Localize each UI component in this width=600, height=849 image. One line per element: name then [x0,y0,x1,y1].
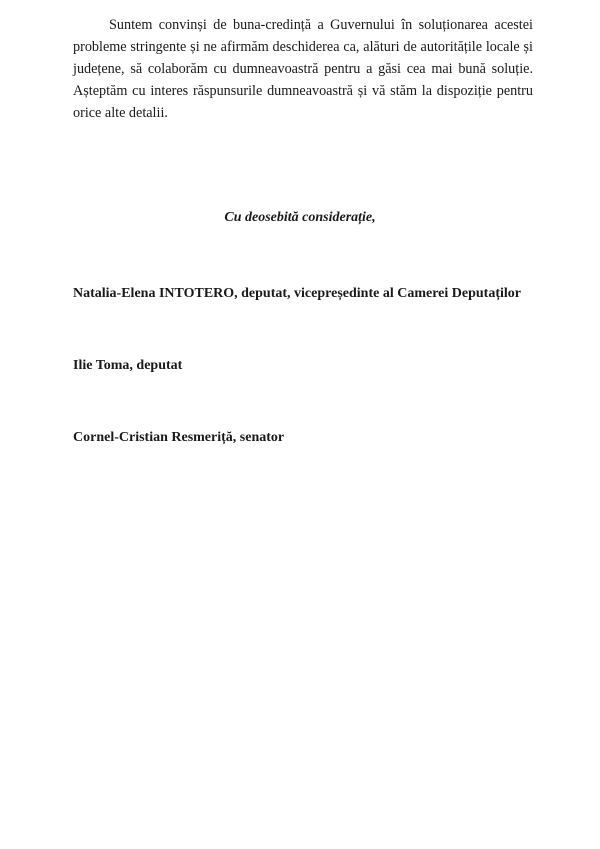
signer-name: Natalia-Elena INTOTERO, deputat, vicepreședinte al Camerei Deputaților [73,286,521,301]
body-paragraph [73,14,533,124]
signer-name: Ilie Toma, deputat [73,358,183,373]
closing-salutation: Cu deosebită considerație, [224,210,376,225]
paragraph-line: județene, să colaborăm cu dumneavoastră pentru a găsi cea mai bună soluție. [73,61,533,77]
paragraph-line: orice alte detalii. [73,105,168,121]
signer-name: Cornel-Cristian Resmeriță, senator [73,430,285,445]
paragraph-line: Așteptăm cu interes răspunsurile dumneavoastră și vă stăm la dispoziție pentru [73,83,533,99]
paragraph-line: Suntem convinși de buna-credință a Guvernului în soluționarea acestei [109,17,533,33]
paragraph-line: probleme stringente și ne afirmăm deschiderea ca, alături de autoritățile locale și [73,39,533,55]
